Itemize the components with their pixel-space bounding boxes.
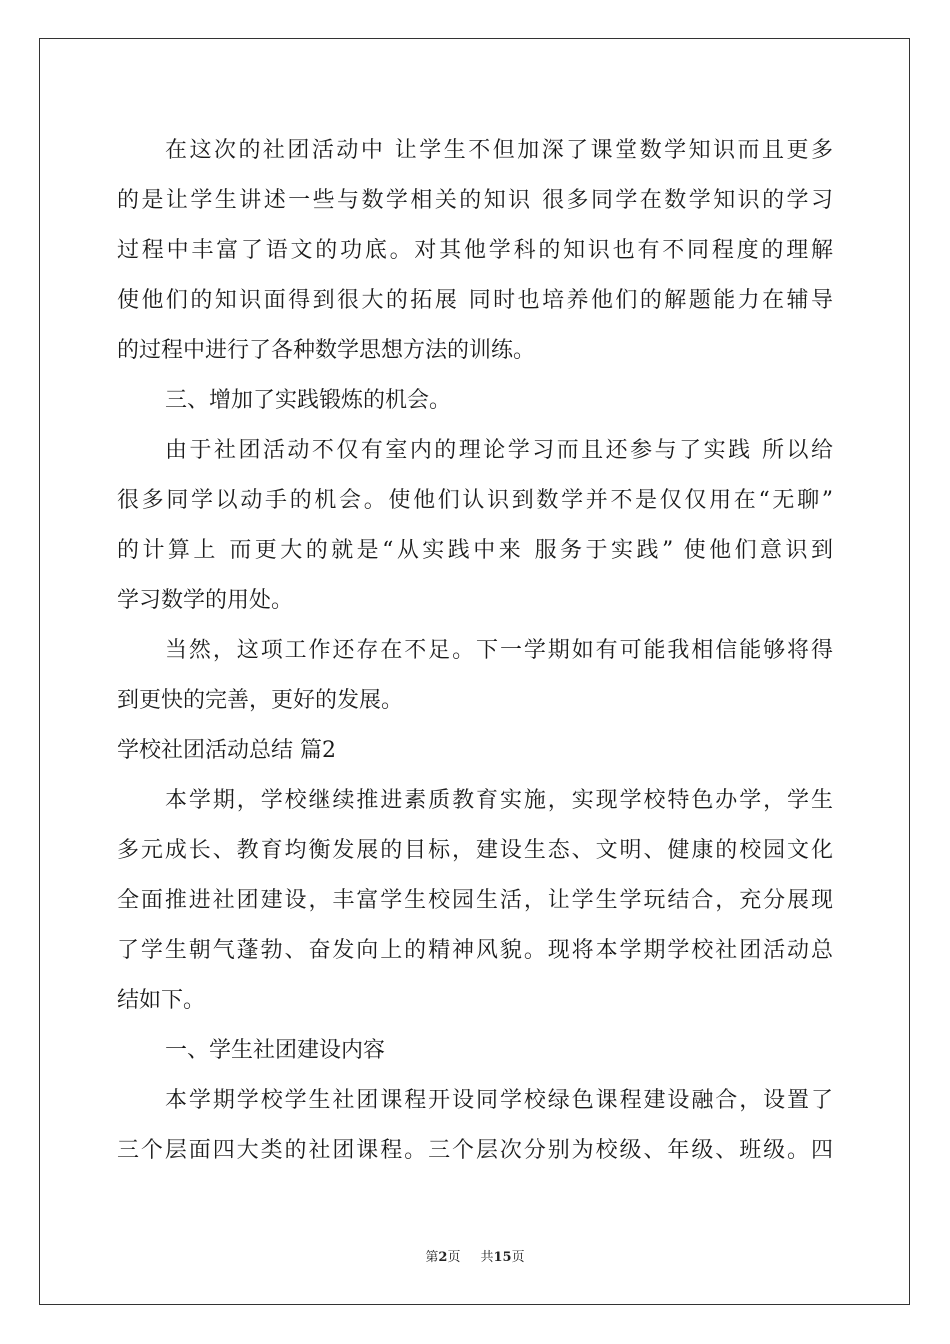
text-line: 学校社团活动总结 篇2: [117, 738, 336, 763]
document-body: [117, 126, 833, 1176]
text-line: 的是让学生讲述一些与数学相关的知识 很多同学在数学知识的学习: [117, 188, 833, 213]
text-line: 的计算上 而更大的就是“从实践中来 服务于实践” 使他们意识到: [117, 538, 833, 563]
footer-total-prefix: 共: [480, 1250, 494, 1265]
footer-page-suffix: 页: [447, 1250, 461, 1265]
text-line: 结如下。: [117, 988, 206, 1013]
footer-prefix: 第: [425, 1250, 439, 1265]
text-line: 过程中丰富了语文的功底。对其他学科的知识也有不同程度的理解: [117, 238, 833, 263]
footer-total-suffix: 页: [511, 1250, 525, 1265]
text-line: 多元成长、教育均衡发展的目标，建设生态、文明、健康的校园文化: [117, 838, 833, 863]
text-line: 在这次的社团活动中 让学生不但加深了课堂数学知识而且更多: [165, 138, 833, 163]
page-footer: [0, 1246, 950, 1265]
text-line: 使他们的知识面得到很大的拓展 同时也培养他们的解题能力在辅导: [117, 288, 833, 313]
text-line: 当然，这项工作还存在不足。下一学期如有可能我相信能够将得: [165, 638, 833, 663]
text-line: 由于社团活动不仅有室内的理论学习而且还参与了实践 所以给: [165, 438, 833, 463]
text-line: 全面推进社团建设，丰富学生校园生活，让学生学玩结合，充分展现: [117, 888, 833, 913]
text-line: 学习数学的用处。: [117, 588, 294, 613]
text-line: 三、增加了实践锻炼的机会。: [165, 388, 452, 413]
text-line: 本学期，学校继续推进素质教育实施，实现学校特色办学，学生: [165, 788, 833, 813]
text-line: 的过程中进行了各种数学思想方法的训练。: [117, 338, 536, 363]
text-line: 了学生朝气蓬勃、奋发向上的精神风貌。现将本学期学校社团活动总: [117, 938, 833, 963]
text-line: 一、学生社团建设内容: [165, 1038, 386, 1063]
current-page-number: 2: [438, 1250, 448, 1265]
text-line: 到更快的完善，更好的发展。: [117, 688, 404, 713]
text-line: 很多同学以动手的机会。使他们认识到数学并不是仅仅用在“无聊”: [117, 488, 833, 513]
total-pages-number: 15: [493, 1250, 512, 1265]
text-line: 三个层面四大类的社团课程。三个层次分别为校级、年级、班级。四: [117, 1138, 833, 1163]
text-line: 本学期学校学生社团课程开设同学校绿色课程建设融合，设置了: [165, 1088, 833, 1113]
